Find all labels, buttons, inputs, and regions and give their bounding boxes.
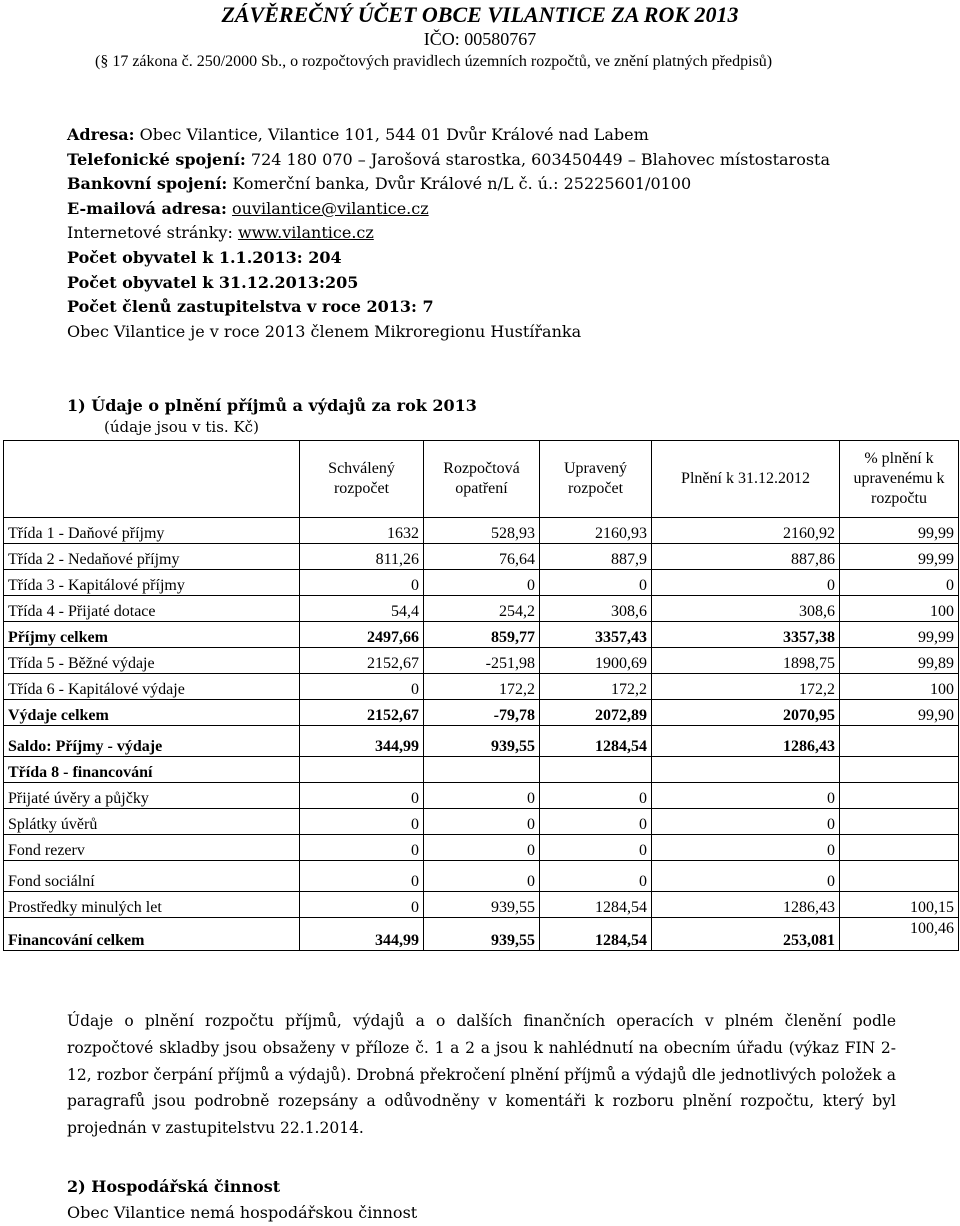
value-cell: 0 — [424, 835, 540, 861]
value-cell — [300, 757, 424, 783]
law-reference: (§ 17 zákona č. 250/2000 Sb., o rozpočtových pravidlech územních rozpočtů, ve znění platných předpisů) — [95, 53, 773, 70]
value-cell: 0 — [540, 861, 652, 892]
table-row — [4, 674, 959, 700]
value-cell: 0 — [300, 892, 424, 918]
address-value: Obec Vilantice, Vilantice 101, 544 01 Dvůr Králové nad Labem — [139, 125, 649, 144]
value-cell: 0 — [300, 674, 424, 700]
table-row — [4, 918, 959, 951]
phone-label: Telefonické spojení: — [67, 149, 246, 169]
address-row — [67, 123, 947, 148]
value-cell: 76,64 — [424, 544, 540, 570]
value-cell — [540, 757, 652, 783]
table-row — [4, 835, 959, 861]
budget-table-body — [4, 441, 959, 951]
value-cell: 99,99 — [840, 544, 959, 570]
value-cell: 1284,54 — [540, 918, 652, 951]
table-row — [4, 544, 959, 570]
ico-line: IČO: 00580767 — [423, 29, 537, 49]
email-label: E-mailová adresa: — [67, 198, 227, 218]
value-cell: 172,2 — [540, 674, 652, 700]
table-row — [4, 622, 959, 648]
value-cell: 0 — [424, 570, 540, 596]
value-cell: 0 — [540, 783, 652, 809]
value-cell: 1900,69 — [540, 648, 652, 674]
value-cell: 0 — [300, 861, 424, 892]
bank-value: Komerční banka, Dvůr Králové n/L č. ú.: 25225601/0100 — [232, 174, 692, 194]
value-cell: 172,2 — [652, 674, 840, 700]
value-cell — [840, 726, 959, 757]
email-row — [67, 197, 947, 222]
address-label: Adresa: — [67, 125, 135, 144]
value-cell: 344,99 — [300, 726, 424, 757]
value-cell: 859,77 — [424, 622, 540, 648]
section-2-text: Obec Vilantice nemá hospodářskou činnost — [67, 1203, 418, 1222]
section-1-title: 1) Údaje o plnění příjmů a výdajů za rok 2013 — [67, 396, 477, 415]
value-cell: 939,55 — [424, 726, 540, 757]
value-cell — [840, 835, 959, 861]
row-label: Třída 4 - Přijaté dotace — [4, 596, 300, 622]
value-cell — [652, 757, 840, 783]
value-cell: 172,2 — [424, 674, 540, 700]
budget-table — [3, 440, 959, 951]
population-start-text: Počet obyvatel k 1.1.2013: 204 — [67, 247, 342, 267]
value-cell: 887,86 — [652, 544, 840, 570]
row-label: Saldo: Příjmy - výdaje — [4, 726, 300, 757]
table-row — [4, 892, 959, 918]
population-end — [67, 271, 947, 296]
row-label: Třída 3 - Kapitálové příjmy — [4, 570, 300, 596]
row-label: Třída 5 - Běžné výdaje — [4, 648, 300, 674]
value-cell: 0 — [424, 861, 540, 892]
population-end-text: Počet obyvatel k 31.12.2013:205 — [67, 272, 359, 292]
value-cell: 0 — [652, 783, 840, 809]
value-cell — [840, 861, 959, 892]
row-label: Třída 6 - Kapitálové výdaje — [4, 674, 300, 700]
bank-row — [67, 172, 947, 197]
row-label: Prostředky minulých let — [4, 892, 300, 918]
value-cell: 1286,43 — [652, 726, 840, 757]
value-cell: 0 — [652, 809, 840, 835]
value-cell: 0 — [300, 835, 424, 861]
table-row — [4, 726, 959, 757]
value-cell: 887,9 — [540, 544, 652, 570]
value-cell: 2160,93 — [540, 518, 652, 544]
value-cell — [424, 757, 540, 783]
microregion-note: Obec Vilantice je v roce 2013 členem Mikroregionu Hustířanka — [67, 321, 582, 341]
value-cell: 253,081 — [652, 918, 840, 951]
value-cell: 254,2 — [424, 596, 540, 622]
value-cell: 100,46 — [840, 918, 959, 951]
header-cell: Schválený rozpočet — [300, 441, 424, 518]
row-label: Třída 1 - Daňové příjmy — [4, 518, 300, 544]
section-2-title: 2) Hospodářská činnost — [67, 1177, 281, 1196]
value-cell: 0 — [540, 809, 652, 835]
row-label: Fond sociální — [4, 861, 300, 892]
row-label: Fond rezerv — [4, 835, 300, 861]
table-row — [4, 861, 959, 892]
value-cell: 100,15 — [840, 892, 959, 918]
value-cell: 344,99 — [300, 918, 424, 951]
row-label: Třída 8 - financování — [4, 757, 300, 783]
value-cell: 100 — [840, 596, 959, 622]
council-count-text: Počet členů zastupitelstva v roce 2013: 7 — [67, 297, 434, 317]
value-cell: 99,99 — [840, 518, 959, 544]
value-cell: 0 — [424, 783, 540, 809]
value-cell: 0 — [300, 783, 424, 809]
value-cell: 0 — [652, 861, 840, 892]
value-cell: 2152,67 — [300, 700, 424, 726]
value-cell: 0 — [300, 570, 424, 596]
population-start — [67, 246, 947, 271]
value-cell: 3357,38 — [652, 622, 840, 648]
value-cell: 939,55 — [424, 892, 540, 918]
value-cell: 0 — [540, 570, 652, 596]
phone-row — [67, 148, 947, 173]
table-row — [4, 809, 959, 835]
table-row — [4, 783, 959, 809]
value-cell — [840, 783, 959, 809]
value-cell: 99,89 — [840, 648, 959, 674]
value-cell: 0 — [652, 835, 840, 861]
web-row — [67, 221, 947, 246]
value-cell: 811,26 — [300, 544, 424, 570]
council-count — [67, 295, 947, 320]
value-cell: 99,99 — [840, 622, 959, 648]
header-cell: Rozpočtová opatření — [424, 441, 540, 518]
value-cell: 1286,43 — [652, 892, 840, 918]
value-cell: 100 — [840, 674, 959, 700]
row-label: Splátky úvěrů — [4, 809, 300, 835]
row-label: Třída 2 - Nedaňové příjmy — [4, 544, 300, 570]
value-cell: 1632 — [300, 518, 424, 544]
value-cell: 1284,54 — [540, 726, 652, 757]
value-cell: -251,98 — [424, 648, 540, 674]
value-cell: 0 — [540, 835, 652, 861]
header-cell: Upravený rozpočet — [540, 441, 652, 518]
row-label: Financování celkem — [4, 918, 300, 951]
value-cell: 3357,43 — [540, 622, 652, 648]
value-cell — [840, 809, 959, 835]
value-cell: 308,6 — [540, 596, 652, 622]
value-cell: 0 — [652, 570, 840, 596]
page-title: ZÁVĚREČNÝ ÚČET OBCE VILANTICE ZA ROK 2013 — [221, 2, 739, 27]
header-cell: % plnění k upravenému k rozpočtu — [840, 441, 959, 518]
municipality-info — [67, 123, 947, 344]
value-cell: 0 — [424, 809, 540, 835]
value-cell: 2160,92 — [652, 518, 840, 544]
value-cell: 528,93 — [424, 518, 540, 544]
row-label: Příjmy celkem — [4, 622, 300, 648]
web-link[interactable]: www.vilantice.cz — [237, 223, 374, 243]
table-row — [4, 648, 959, 674]
table-row — [4, 757, 959, 783]
header-cell: Plnění k 31.12.2012 — [652, 441, 840, 518]
value-cell — [840, 757, 959, 783]
value-cell: 1898,75 — [652, 648, 840, 674]
table-header-row — [4, 441, 959, 518]
email-link[interactable]: ouvilantice@vilantice.cz — [232, 198, 429, 218]
section-1-subtitle: (údaje jsou v tis. Kč) — [104, 418, 259, 436]
row-label: Přijaté úvěry a půjčky — [4, 783, 300, 809]
row-label: Výdaje celkem — [4, 700, 300, 726]
table-row — [4, 570, 959, 596]
value-cell: 2497,66 — [300, 622, 424, 648]
value-cell: -79,78 — [424, 700, 540, 726]
value-cell: 0 — [840, 570, 959, 596]
value-cell: 2072,89 — [540, 700, 652, 726]
value-cell: 2152,67 — [300, 648, 424, 674]
web-label: Internetové stránky: — [67, 223, 233, 243]
table-row — [4, 700, 959, 726]
value-cell: 2070,95 — [652, 700, 840, 726]
value-cell: 99,90 — [840, 700, 959, 726]
phone-value: 724 180 070 – Jarošová starostka, 603450449 – Blahovec místostarosta — [250, 149, 831, 169]
value-cell: 939,55 — [424, 918, 540, 951]
value-cell: 54,4 — [300, 596, 424, 622]
plan-description-paragraph: Údaje o plnění rozpočtu příjmů, výdajů a o dalších finančních operacích v plném členění podle rozpočtové skladby jsou obsaženy v příloze č. 1 a 2 a jsou k nahlédnutí na obecním úřadu (výkaz FIN 2-12, rozbor čerpání příjmů a výdajů). Drobná překročení plnění příjmů a výdajů dle jednotlivých položek a paragrafů jsou podrobně rozepsány a odůvodněny v komentáři k rozboru plnění rozpočtu, který byl projednán v zastupitelstvu 22.1.2014. — [67, 1012, 896, 1138]
table-row — [4, 518, 959, 544]
bank-label: Bankovní spojení: — [67, 174, 228, 194]
value-cell: 308,6 — [652, 596, 840, 622]
value-cell: 0 — [300, 809, 424, 835]
header-cell — [4, 441, 300, 518]
value-cell: 1284,54 — [540, 892, 652, 918]
table-row — [4, 596, 959, 622]
